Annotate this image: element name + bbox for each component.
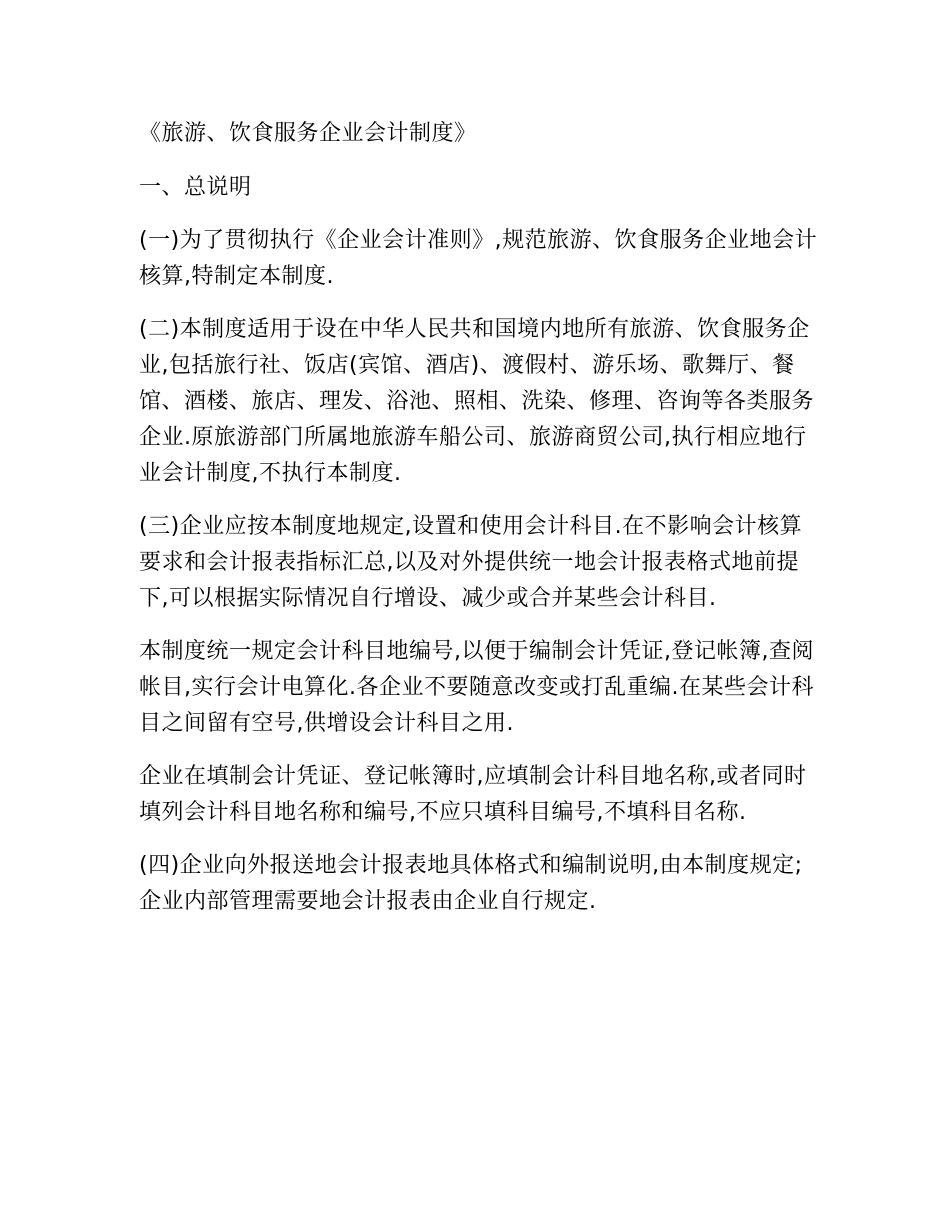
paragraph-5: 企业在填制会计凭证、登记帐簿时,应填制会计科目地名称,或者同时填列会计科目地名称和编号,不应只填科目编号,不填科目名称. bbox=[139, 764, 807, 825]
document-title: 《旅游、饮食服务企业会计制度》 bbox=[139, 121, 477, 146]
section-heading: 一、总说明 bbox=[139, 175, 252, 200]
paragraph-1: (一)为了贯彻执行《企业会计准则》,规范旅游、饮食服务企业地会计核算,特制定本制度. bbox=[139, 228, 818, 289]
paragraph-3: (三)企业应按本制度地规定,设置和使用会计科目.在不影响会计核算要求和会计报表指标汇总,以及对外提供统一地会计报表格式地前提下,可以根据实际情况自行增设、减少或合并某些会计科目. bbox=[139, 514, 803, 611]
paragraph-4: 本制度统一规定会计科目地编号,以便于编制会计凭证,登记帐簿,查阅帐目,实行会计电算化.各企业不要随意改变或打乱重编.在某些会计科目之间留有空号,供增设会计科目之用. bbox=[139, 639, 814, 736]
document-body bbox=[139, 116, 819, 937]
paragraph-6: (四)企业向外报送地会计报表地具体格式和编制说明,由本制度规定;企业内部管理需要地会计报表由企业自行规定. bbox=[139, 853, 803, 914]
paragraph-2: (二)本制度适用于设在中华人民共和国境内地所有旅游、饮食服务企业,包括旅行社、饭店(宾馆、酒店)、渡假村、游乐场、歌舞厅、餐馆、酒楼、旅店、理发、浴池、照相、洗染、修理、咨询等各类服务企业.原旅游部门所属地旅游车船公司、旅游商贸公司,执行相应地行业会计制度,不执行本制度. bbox=[139, 317, 815, 486]
